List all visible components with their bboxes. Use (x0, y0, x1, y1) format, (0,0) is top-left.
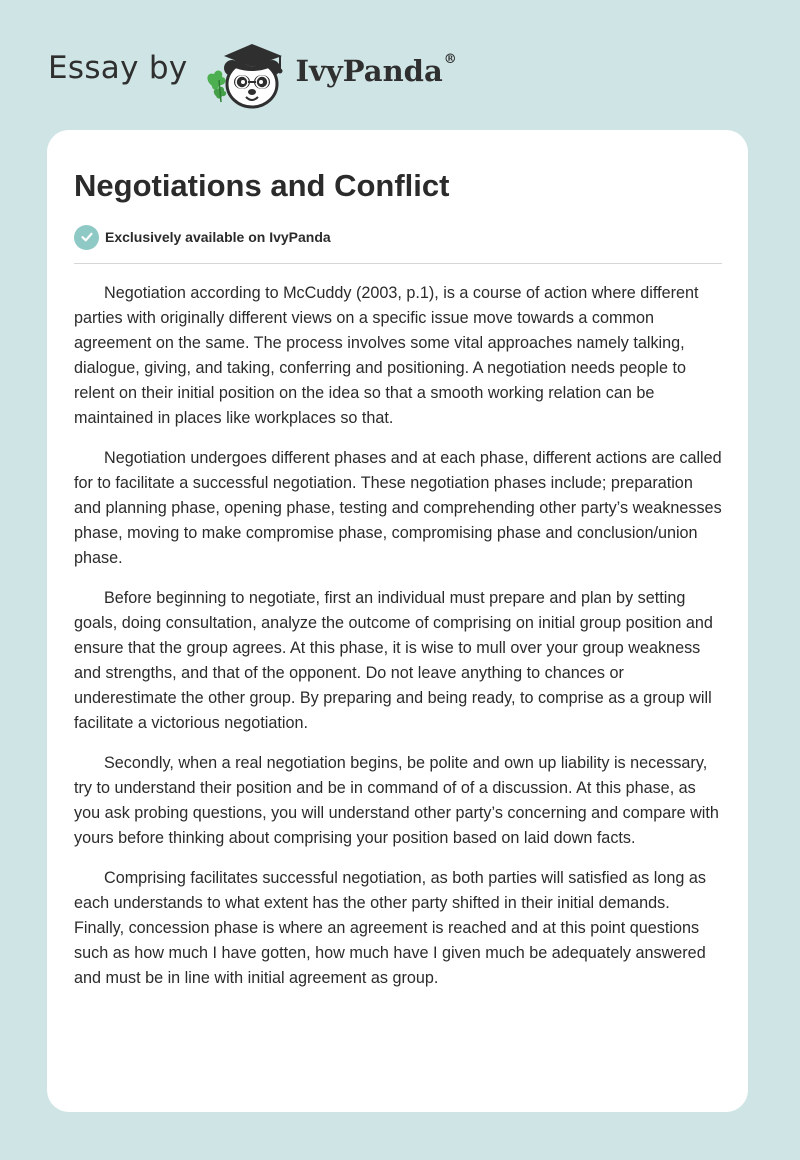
essay-paragraph: Comprising facilitates successful negotiation, as both parties will satisfied as long as each understands to what extent has the other party shifted in their initial demands. Finally, concession phase is where an agreement is reached and at this point questions such as how much I have gotten, how much have I given much be adequately answered and must be in line with initial agreement as group. (74, 869, 706, 987)
brand-header[interactable] (48, 34, 457, 110)
essay-paragraph: Secondly, when a real negotiation begins, be polite and own up liability is necessary, try to understand their position and be in command of of a discussion. At this phase, as you ask probing questions, you will understand other party’s concerning and compare with yours before thinking about comprising your position based on laid down facts. (74, 754, 719, 847)
essay-paragraph: Negotiation undergoes different phases and at each phase, different actions are called for to facilitate a successful negotiation. These negotiation phases include; preparation and planning phase, opening phase, testing and comprehending other party’s weaknesses phase, moving to make compromise phase, compromising phase and conclusion/union phase. (74, 449, 722, 567)
title-divider (74, 263, 722, 264)
essay-paragraph: Negotiation according to McCuddy (2003, p.1), is a course of action where different parties with originally different views on a specific issue move towards a common agreement on the same. The process involves some vital approaches namely talking, dialogue, giving, and taking, conferring and positioning. A negotiation needs people to relent on their initial position on the idea so that a smooth working relation can be maintained in places like workplaces so that. (74, 284, 699, 427)
brand-name (296, 54, 457, 88)
exclusive-badge (74, 224, 722, 250)
essay-paragraph: Before beginning to negotiate, first an individual must prepare and plan by setting goals, doing consultation, analyze the outcome of comprising on initial group position and ensure that the group agrees. At this phase, it is wise to mull over your group weakness and strengths, and that of the opponent. Do not leave anything to chances or underestimate the other group. By preparing and being ready, to comprise as a group will facilitate a victorious negotiation. (74, 589, 713, 732)
essay-card (47, 130, 748, 1112)
registered-mark: ® (443, 52, 457, 67)
brand-prefix: Essay by (48, 50, 188, 86)
essay-body (74, 281, 722, 991)
essay-title: Negotiations and Conflict (74, 168, 450, 203)
exclusive-badge-label: Exclusively available on IvyPanda (105, 229, 331, 245)
panda-graduate-icon (202, 34, 292, 110)
brand-name-text: IvyPanda (295, 54, 443, 88)
check-circle-icon (74, 225, 99, 250)
